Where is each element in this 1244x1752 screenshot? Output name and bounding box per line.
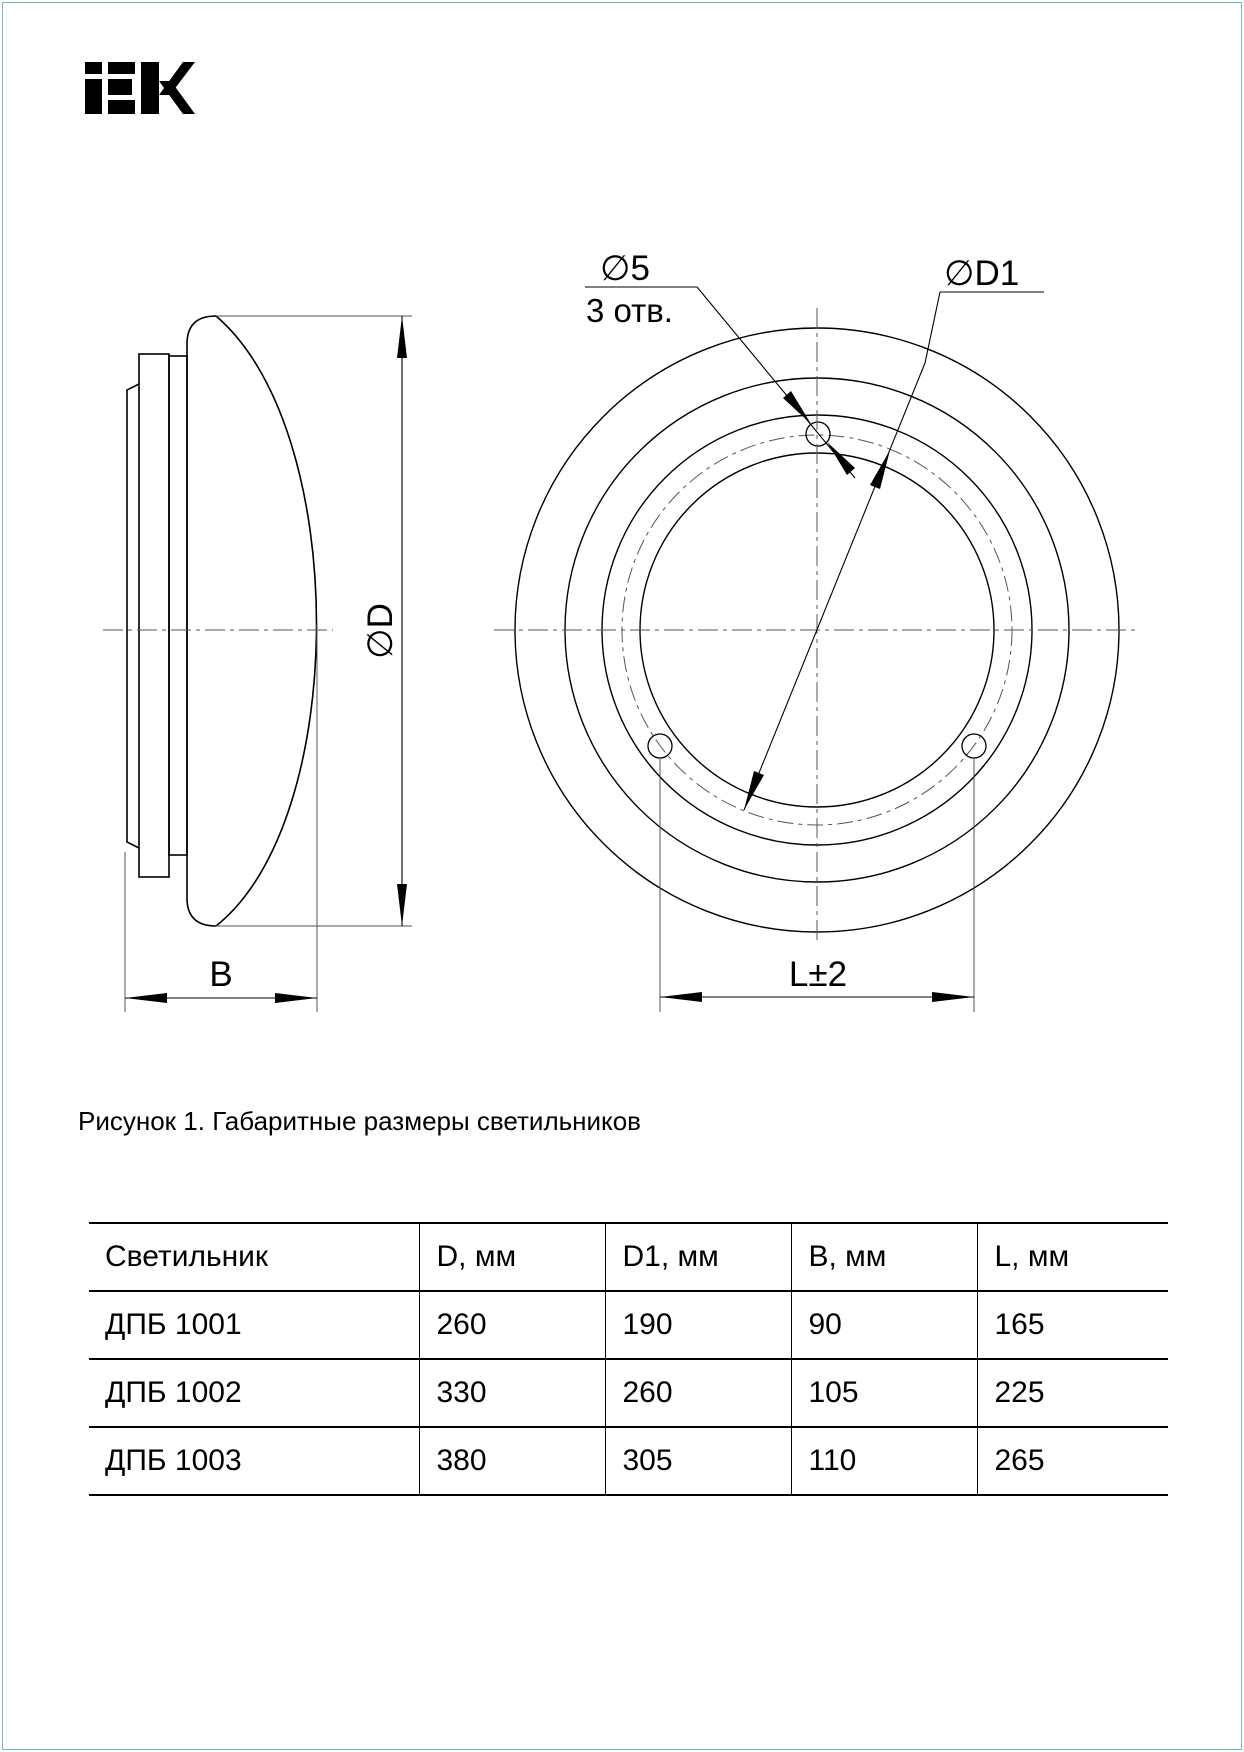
logo-i-bar bbox=[85, 79, 102, 114]
dim-D1-line bbox=[744, 363, 925, 810]
dim-D1-leader bbox=[925, 292, 940, 363]
dim-D1-label: ∅D1 bbox=[944, 254, 1020, 293]
dim-D1-arrow-top bbox=[870, 450, 890, 489]
dim-B-arrow-left bbox=[125, 993, 167, 1003]
table-row bbox=[89, 1291, 1168, 1359]
figure-caption: Рисунок 1. Габаритные размеры светильников bbox=[78, 1106, 641, 1136]
dim-B bbox=[125, 624, 317, 1012]
cell-l: 265 bbox=[977, 1427, 1168, 1495]
dim-D bbox=[216, 316, 412, 926]
cell-model: ДПБ 1002 bbox=[89, 1359, 419, 1427]
header-d1: D1, мм bbox=[605, 1223, 791, 1291]
cell-d1: 260 bbox=[605, 1359, 791, 1427]
cell-model: ДПБ 1003 bbox=[89, 1427, 419, 1495]
dim-L-arrow-left bbox=[660, 992, 702, 1002]
hole-leader-arrow-upper bbox=[783, 391, 811, 424]
cell-b: 105 bbox=[791, 1359, 977, 1427]
logo-e-bottom bbox=[108, 100, 135, 114]
side-back-flange bbox=[127, 384, 139, 848]
dim-D-arrow-bottom bbox=[397, 884, 407, 926]
cell-b: 90 bbox=[791, 1291, 977, 1359]
hole-leader-line bbox=[697, 287, 855, 478]
logo-k-lower bbox=[159, 81, 195, 114]
logo-e-mid bbox=[108, 79, 132, 95]
table-header-row bbox=[89, 1223, 1168, 1291]
header-b: B, мм bbox=[791, 1223, 977, 1291]
dim-L-arrow-right bbox=[932, 992, 974, 1002]
cell-d1: 305 bbox=[605, 1427, 791, 1495]
cell-model: ДПБ 1001 bbox=[89, 1291, 419, 1359]
header-d: D, мм bbox=[419, 1223, 605, 1291]
logo-e-top bbox=[108, 62, 135, 74]
dim-B-arrow-right bbox=[275, 993, 317, 1003]
logo-i-dot bbox=[85, 62, 102, 74]
cell-d: 380 bbox=[419, 1427, 605, 1495]
table-row bbox=[89, 1359, 1168, 1427]
cell-b: 110 bbox=[791, 1427, 977, 1495]
side-dome-profile bbox=[187, 316, 317, 926]
dim-D-arrow-top bbox=[397, 316, 407, 358]
dim-L-label: L±2 bbox=[788, 955, 848, 994]
dim-D-label: ∅D bbox=[361, 603, 400, 659]
side-back-plate bbox=[139, 354, 169, 877]
cell-d1: 190 bbox=[605, 1291, 791, 1359]
logo-k-bar bbox=[141, 62, 159, 114]
header-luminaire: Светильник bbox=[89, 1223, 419, 1291]
cell-l: 165 bbox=[977, 1291, 1168, 1359]
callout-hole bbox=[585, 249, 855, 478]
cell-l: 225 bbox=[977, 1359, 1168, 1427]
side-view bbox=[127, 316, 317, 926]
cell-d: 260 bbox=[419, 1291, 605, 1359]
iek-logo bbox=[85, 62, 195, 114]
header-l: L, мм bbox=[977, 1223, 1168, 1291]
dim-D1-arrow-bottom bbox=[744, 771, 764, 810]
dimensions-table bbox=[89, 1222, 1168, 1496]
hole-diameter-label: ∅5 bbox=[600, 249, 650, 288]
hole-leader-arrow-lower bbox=[827, 442, 855, 475]
hole-count-label: 3 отв. bbox=[586, 292, 673, 329]
side-step-ring bbox=[169, 356, 187, 855]
table-row bbox=[89, 1427, 1168, 1495]
cell-d: 330 bbox=[419, 1359, 605, 1427]
dim-B-label: B bbox=[209, 955, 233, 994]
